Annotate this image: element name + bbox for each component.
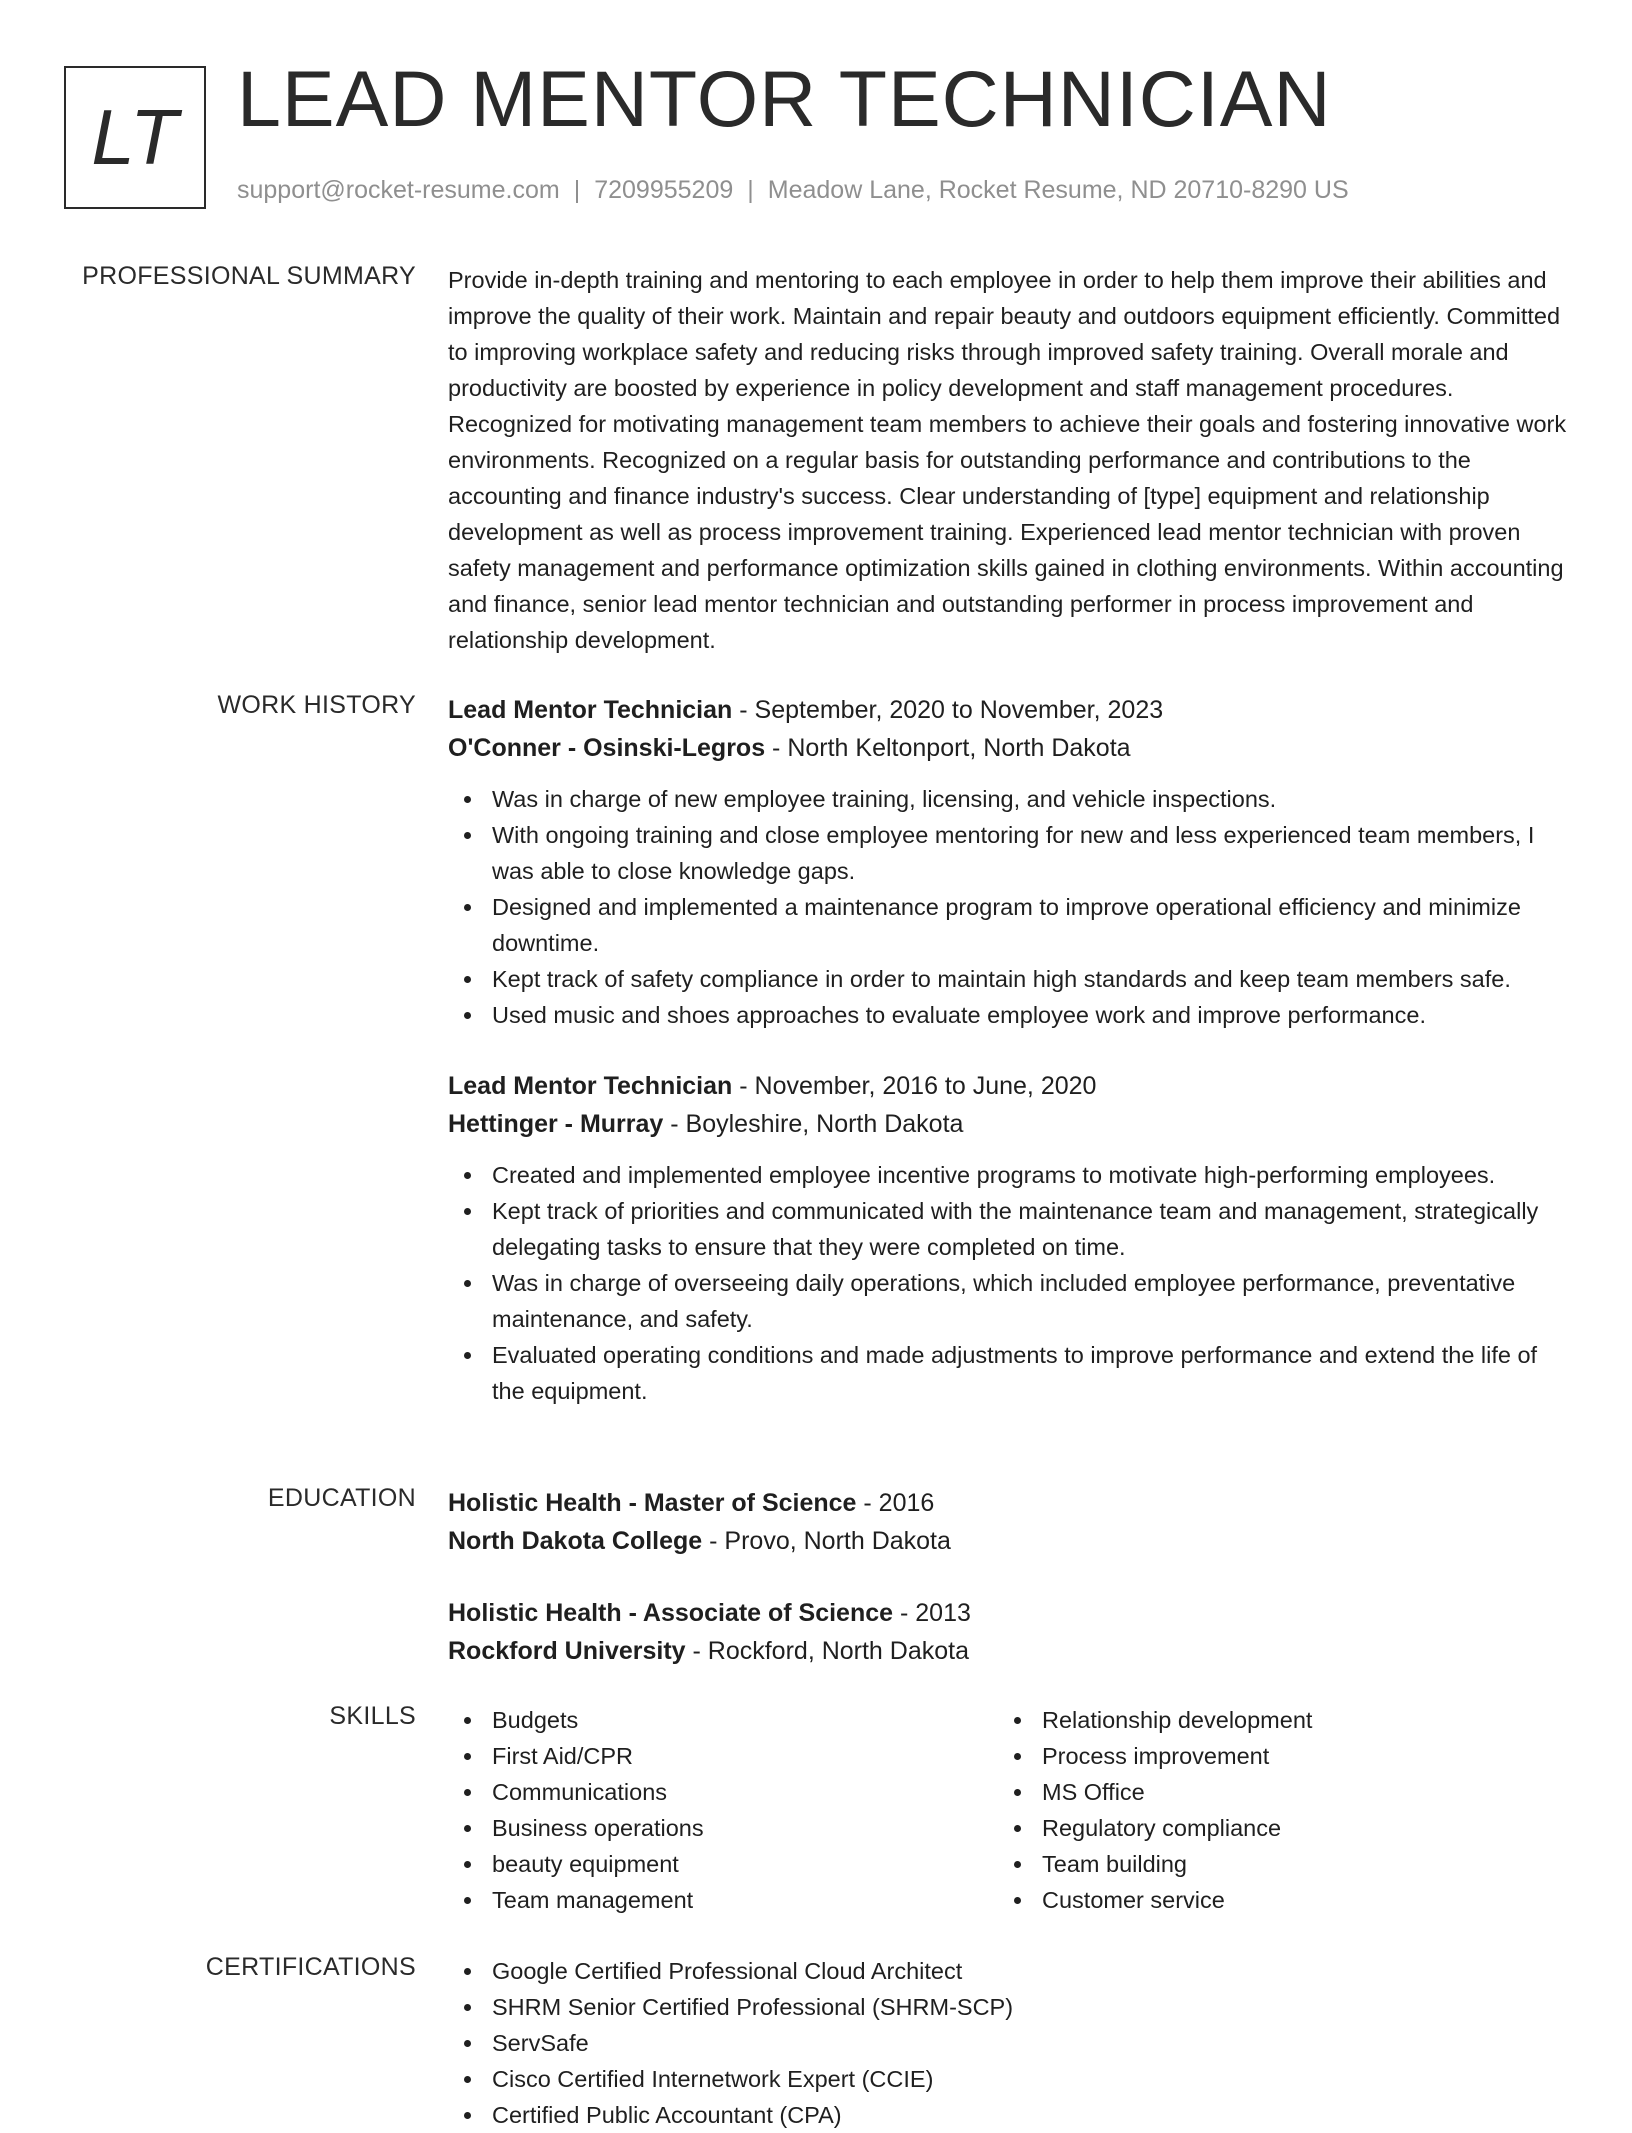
monogram-badge [64,66,206,209]
job-entry [448,1067,1568,1409]
list-item: Business operations [448,1810,998,1846]
candidate-name: LEAD MENTOR TECHNICIAN [237,54,1332,143]
contact-email: support@rocket-resume.com [237,176,560,204]
certifications-heading: CERTIFICATIONS [205,1953,416,1981]
list-item: Google Certified Professional Cloud Architect [448,1953,1568,1989]
job-bullets [448,1157,1568,1409]
job-location: - North Keltonport, North Dakota [765,734,1131,762]
monogram-initials: LT [91,93,179,181]
list-item: MS Office [998,1774,1548,1810]
degree-line [448,1484,1568,1522]
summary-text: Provide in-depth training and mentoring to each employee in order to help them improve their abilities and improve the quality of their work. Maintain and repair beauty and outdoors equipment efficiently. Committed to improving workplace safety and reducing risks through improved safety training. Overall morale and productivity are boosted by experience in policy development and staff management procedures. Recognized for motivating management team members to achieve their goals and fostering innovative work environments. Recognized on a regular basis for outstanding performance and contributions to the accounting and finance industry's success. Clear understanding of [type] equipment and relationship development as well as process improvement training. Experienced lead mentor technician with proven safety management and performance optimization skills gained in clothing environments. Within accounting and finance, senior lead mentor technician and outstanding performer in process improvement and relationship development. [448,267,1567,653]
list-item: Was in charge of new employee training, licensing, and vehicle inspections. [448,781,1568,817]
list-item: Team building [998,1846,1548,1882]
skills-column-left [448,1702,998,1918]
school-name: North Dakota College [448,1527,703,1555]
job-company-line [448,1105,1568,1143]
list-item: Relationship development [998,1702,1548,1738]
school-line [448,1522,1568,1560]
degree-name: Holistic Health - Associate of Science [448,1599,894,1627]
education-entry [448,1484,1568,1560]
job-entry [448,691,1568,1033]
list-item: SHRM Senior Certified Professional (SHRM-SCP) [448,1989,1568,2025]
job-company: O'Conner - Osinski-Legros [448,734,766,762]
degree-year: - 2013 [893,1599,971,1627]
job-location: - Boyleshire, North Dakota [663,1110,964,1138]
job-company-line [448,729,1568,767]
school-name: Rockford University [448,1637,686,1665]
contact-phone: 7209955209 [594,176,734,204]
degree-line [448,1594,1568,1632]
contact-line [237,176,1349,205]
certifications-list [448,1953,1568,2133]
contact-address: Meadow Lane, Rocket Resume, ND 20710-8290 US [767,176,1349,204]
list-item: First Aid/CPR [448,1738,998,1774]
list-item: Team management [448,1882,998,1918]
list-item: Used music and shoes approaches to evaluate employee work and improve performance. [448,997,1568,1033]
skills-column-right [998,1702,1548,1918]
contact-separator: | [747,176,754,204]
list-item: Was in charge of overseeing daily operations, which included employee performance, preventative maintenance, and safety. [448,1265,1568,1337]
list-item: Regulatory compliance [998,1810,1548,1846]
summary-heading: PROFESSIONAL SUMMARY [82,262,416,290]
school-line [448,1632,1568,1670]
list-item: Designed and implemented a maintenance program to improve operational efficiency and minimize downtime. [448,889,1568,961]
list-item: beauty equipment [448,1846,998,1882]
education-heading: EDUCATION [267,1484,416,1512]
list-item: Kept track of priorities and communicated with the maintenance team and management, strategically delegating tasks to ensure that they were completed on time. [448,1193,1568,1265]
list-item: Cisco Certified Internetwork Expert (CCIE) [448,2061,1568,2097]
list-item: ServSafe [448,2025,1568,2061]
list-item: Process improvement [998,1738,1548,1774]
list-item: Kept track of safety compliance in order to maintain high standards and keep team members safe. [448,961,1568,997]
list-item: With ongoing training and close employee mentoring for new and less experienced team members, I was able to close knowledge gaps. [448,817,1568,889]
list-item: Budgets [448,1702,998,1738]
school-location: - Rockford, North Dakota [685,1637,969,1665]
degree-name: Holistic Health - Master of Science [448,1489,857,1517]
skills-grid [448,1702,1568,1918]
job-company: Hettinger - Murray [448,1110,664,1138]
job-dates: - September, 2020 to November, 2023 [732,696,1164,724]
list-item: Customer service [998,1882,1548,1918]
list-item: Certified Public Accountant (CPA) [448,2097,1568,2133]
education-entry [448,1594,1568,1670]
list-item: Communications [448,1774,998,1810]
job-title: Lead Mentor Technician [448,1072,733,1100]
degree-year: - 2016 [856,1489,935,1517]
job-bullets [448,781,1568,1033]
job-title: Lead Mentor Technician [448,696,733,724]
list-item: Created and implemented employee incentive programs to motivate high-performing employees. [448,1157,1568,1193]
skills-heading: SKILLS [329,1702,416,1730]
job-title-line [448,1067,1568,1105]
list-item: Evaluated operating conditions and made adjustments to improve performance and extend the life of the equipment. [448,1337,1568,1409]
job-dates: - November, 2016 to June, 2020 [732,1072,1097,1100]
school-location: - Provo, North Dakota [702,1527,951,1555]
job-title-line [448,691,1568,729]
contact-separator: | [573,176,581,204]
work-history-heading: WORK HISTORY [217,691,416,719]
